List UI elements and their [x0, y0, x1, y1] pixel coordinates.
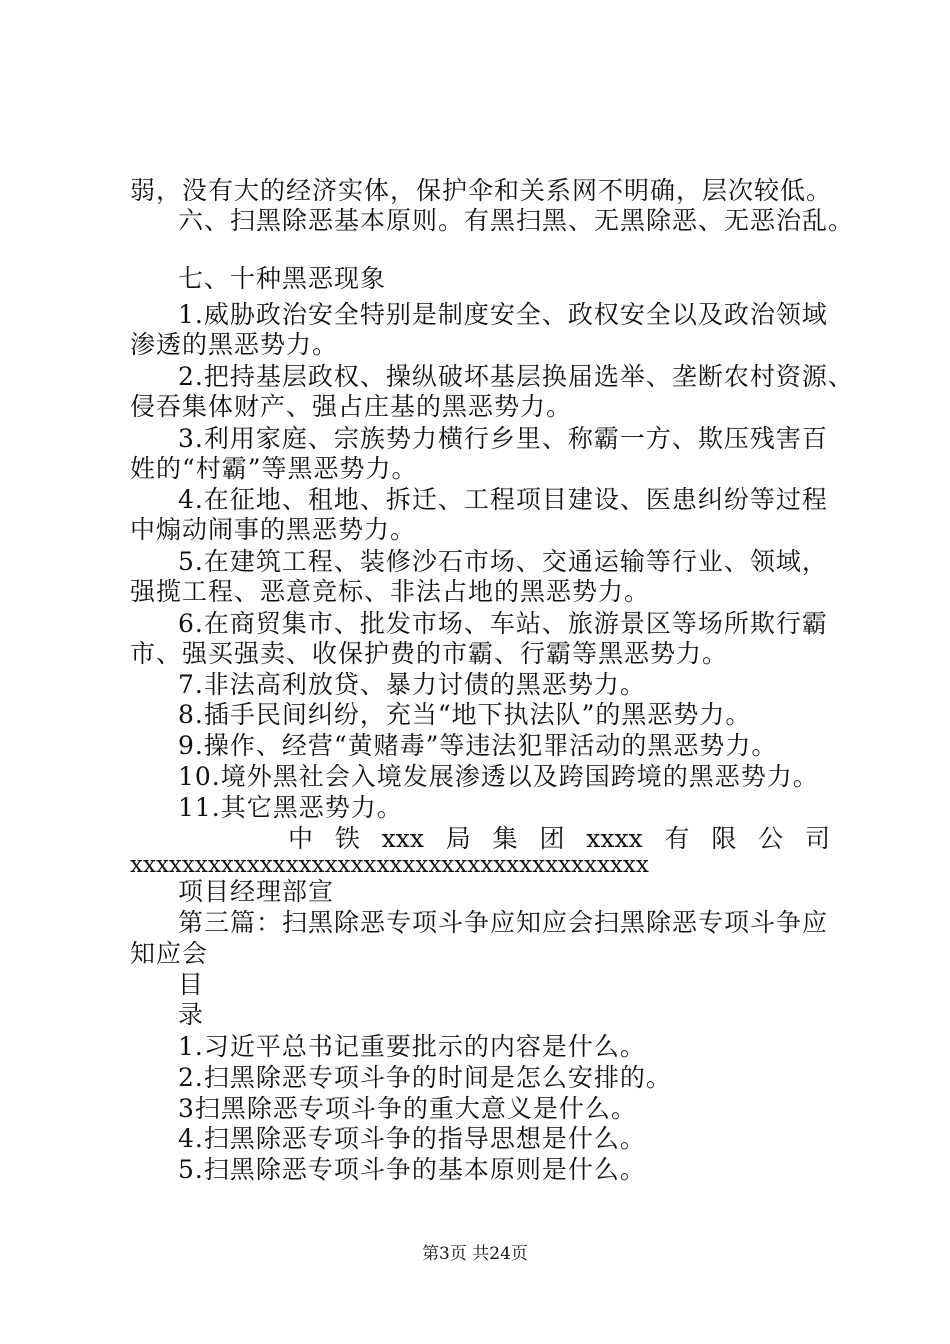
list-item: 6.在商贸集市、批发市场、车站、旅游景区等场所欺行霸 [178, 609, 828, 638]
toc-item: 3扫黑除恶专项斗争的重大意义是什么。 [178, 1094, 637, 1123]
list-item-continuation: 强揽工程、恶意竞标、非法占地的黑恶势力。 [130, 577, 651, 606]
list-item: 5.在建筑工程、装修沙石市场、交通运输等行业、领域， [178, 547, 828, 576]
company-word: xxxx [586, 824, 643, 853]
toc-item: 2.扫黑除恶专项斗争的时间是怎么安排的。 [178, 1063, 672, 1092]
toc-item: 5.扫黑除恶专项斗争的基本原则是什么。 [178, 1155, 646, 1184]
list-item: 3.利用家庭、宗族势力横行乡里、称霸一方、欺压残害百 [178, 424, 828, 453]
list-item-continuation: 渗透的黑恶势力。 [130, 330, 339, 359]
list-item: 10.境外黑社会入境发展渗透以及跨国跨境的黑恶势力。 [178, 762, 819, 791]
company-word: 公 [758, 824, 784, 853]
toc-heading: 录 [178, 1000, 205, 1029]
list-item: 9.操作、经营“黄赌毒”等违法犯罪活动的黑恶势力。 [178, 731, 778, 760]
list-item-continuation: 市、强买强卖、收保护费的市霸、行霸等黑恶势力。 [130, 639, 729, 668]
list-item: 7.非法高利放贷、暴力讨债的黑恶势力。 [178, 670, 646, 699]
company-word: 团 [539, 824, 565, 853]
list-item-continuation: 姓的“村霸”等黑恶势力。 [130, 454, 418, 483]
list-item: 4.在征地、租地、拆迁、工程项目建设、医患纠纷等过程 [178, 485, 828, 514]
chapter-title-continuation: 知应会 [130, 939, 209, 968]
company-word: 限 [711, 824, 737, 853]
company-word: 中 [288, 824, 314, 853]
text-line: 弱，没有大的经济实体，保护伞和关系网不明确，层次较低。 [130, 176, 833, 205]
toc-heading: 目 [178, 970, 205, 999]
chapter-title: 第三篇：扫黑除恶专项斗争应知应会扫黑除恶专项斗争应 [178, 908, 829, 937]
placeholder-x-line: xxxxxxxxxxxxxxxxxxxxxxxxxxxxxxxxxxxxxxxx [130, 852, 649, 878]
company-word: 有 [664, 824, 690, 853]
company-word: 铁 [334, 824, 360, 853]
toc-item: 1.习近平总书记重要批示的内容是什么。 [178, 1032, 646, 1061]
company-word: 集 [492, 824, 518, 853]
list-item: 11.其它黑恶势力。 [178, 793, 403, 822]
list-item: 8.插手民间纠纷，充当“地下执法队”的黑恶势力。 [178, 700, 752, 729]
company-word: xxx [381, 824, 424, 853]
text-line: 六、扫黑除恶基本原则。有黑扫黑、无黑除恶、无恶治乱。 [178, 206, 855, 235]
section-heading: 七、十种黑恶现象 [178, 264, 387, 293]
page-number-footer: 第3页 共24页 [422, 1244, 528, 1264]
list-item: 1.威胁政治安全特别是制度安全、政权安全以及政治领域 [178, 300, 828, 329]
toc-item: 4.扫黑除恶专项斗争的指导思想是什么。 [178, 1124, 646, 1153]
company-word: 局 [445, 824, 471, 853]
text-line: 项目经理部宣 [178, 877, 335, 906]
list-item-continuation: 中煽动闹事的黑恶势力。 [130, 515, 417, 544]
company-word: 司 [804, 824, 830, 853]
list-item-continuation: 侵吞集体财产、强占庄基的黑恶势力。 [130, 392, 573, 421]
list-item: 2.把持基层政权、操纵破坏基层换届选举、垄断农村资源、 [178, 362, 854, 391]
